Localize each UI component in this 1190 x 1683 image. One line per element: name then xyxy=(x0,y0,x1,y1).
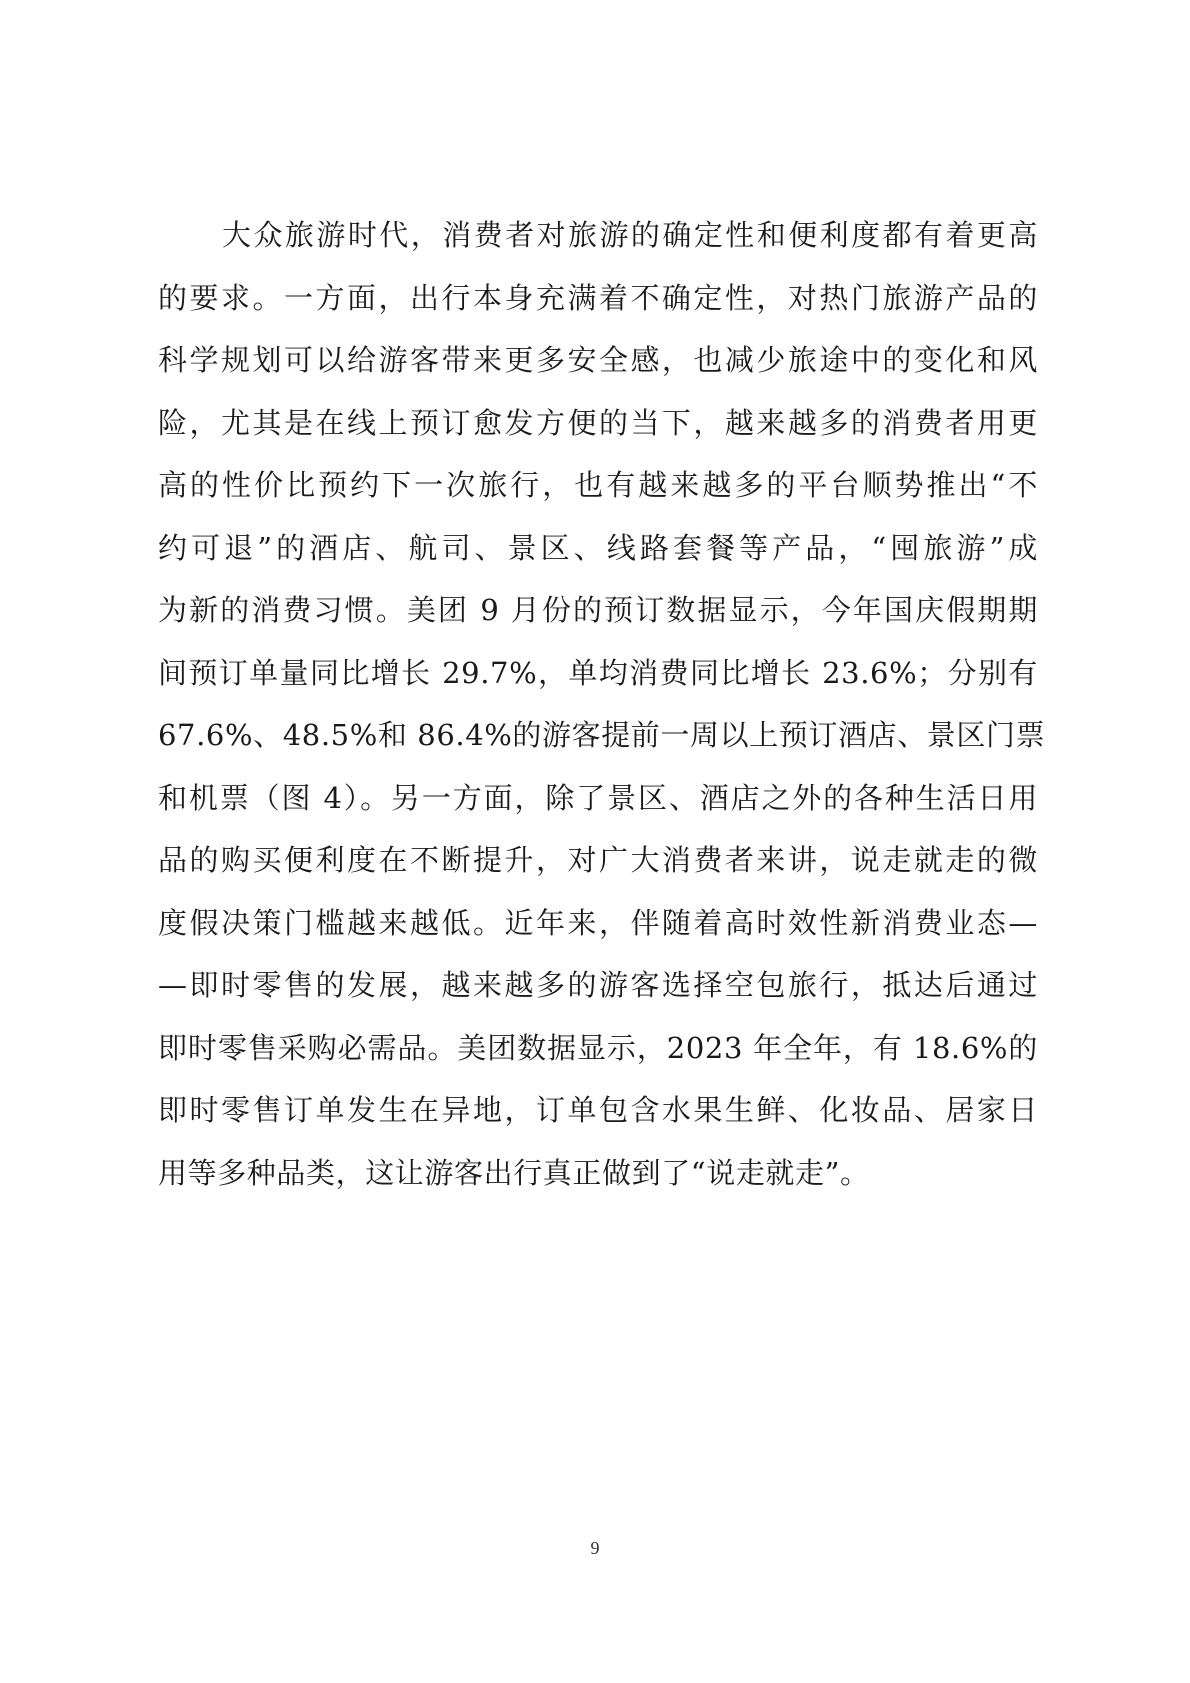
paragraph-line: 的要求。一方面，出行本身充满着不确定性，对热门旅游产品的 xyxy=(158,280,1038,315)
paragraph-line: 间预订单量同比增长 29.7%，单均消费同比增长 23.6%；分别有 xyxy=(158,655,1038,690)
page-number: 9 xyxy=(590,1538,600,1558)
paragraph-line: 科学规划可以给游客带来更多安全感，也减少旅途中的变化和风 xyxy=(158,343,1038,377)
paragraph-line: 用等多种品类，这让游客出行真正做到了“说走就走”。 xyxy=(158,1155,870,1190)
paragraph-line: 即时零售采购必需品。美团数据显示，2023 年全年，有 18.6%的 xyxy=(158,1030,1038,1065)
paragraph-line: 品的购买便利度在不断提升，对广大消费者来讲，说走就走的微 xyxy=(158,843,1038,877)
paragraph-line: 度假决策门槛越来越低。近年来，伴随着高时效性新消费业态— xyxy=(158,905,1038,940)
paragraph-line: 约可退”的酒店、航司、景区、线路套餐等产品，“囤旅游”成 xyxy=(158,530,1038,565)
paragraph-line: 67.6%、48.5%和 86.4%的游客提前一周以上预订酒店、景区门票 xyxy=(158,718,1046,752)
paragraph-line: 即时零售订单发生在异地，订单包含水果生鲜、化妆品、居家日 xyxy=(158,1093,1038,1127)
paragraph-line: 为新的消费习惯。美团 9 月份的预订数据显示，今年国庆假期期 xyxy=(158,593,1038,627)
paragraph-line: —即时零售的发展，越来越多的游客选择空包旅行，抵达后通过 xyxy=(158,968,1038,1002)
paragraph-line: 险，尤其是在线上预订愈发方便的当下，越来越多的消费者用更 xyxy=(158,405,1038,440)
body-paragraph xyxy=(158,204,1046,1204)
paragraph-line: 和机票（图 4）。另一方面，除了景区、酒店之外的各种生活日用 xyxy=(158,780,1038,815)
paragraph-line: 大众旅游时代，消费者对旅游的确定性和便利度都有着更高 xyxy=(222,218,1038,252)
paragraph-line: 高的性价比预约下一次旅行，也有越来越多的平台顺势推出“不 xyxy=(158,468,1038,502)
